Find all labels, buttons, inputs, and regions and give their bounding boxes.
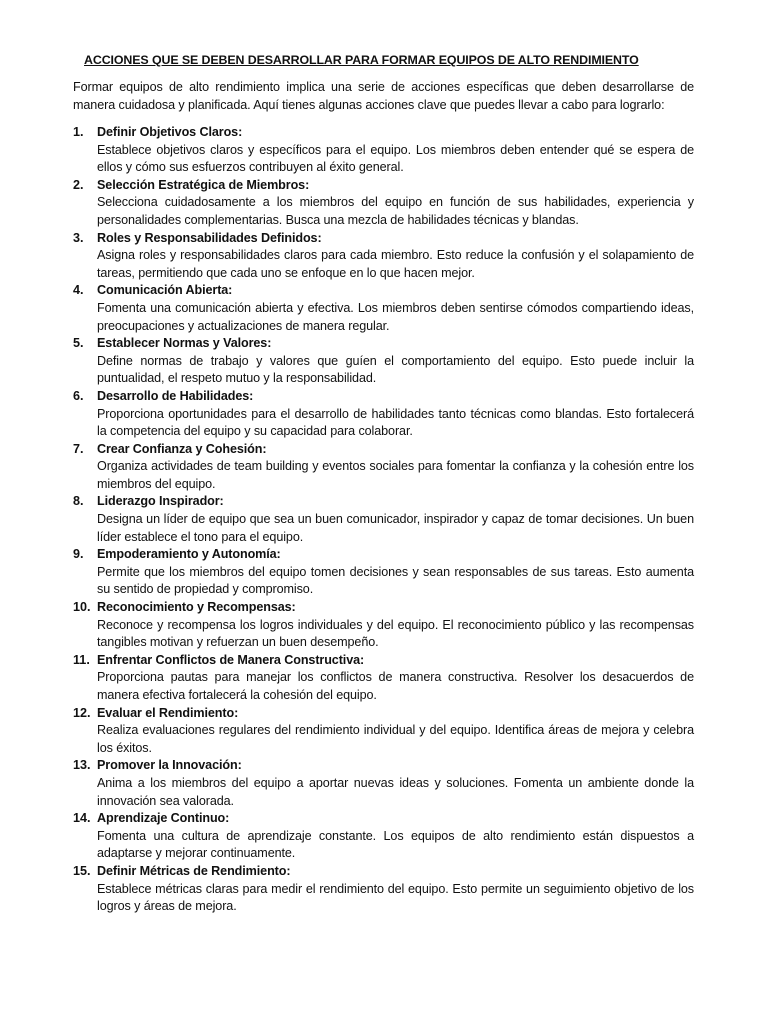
item-description: Proporciona pautas para manejar los conflictos de manera constructiva. Resolver los desacuerdos de manera efectiva fortalecerá la cohesión del equipo. xyxy=(97,670,694,702)
intro-paragraph: Formar equipos de alto rendimiento implica una serie de acciones específicas que deben desarrollarse de manera cuidadosa y planificada. Aquí tienes algunas acciones clave que puedes llevar a cabo para lograrlo: xyxy=(73,80,694,112)
item-description: Realiza evaluaciones regulares del rendimiento individual y del equipo. Identifica áreas de mejora y celebra los éxitos. xyxy=(97,723,694,755)
list-item xyxy=(73,810,694,863)
item-title: Definir Objetivos Claros: xyxy=(97,125,243,139)
item-description: Anima a los miembros del equipo a aportar nuevas ideas y soluciones. Fomenta un ambiente donde la innovación sea valorada. xyxy=(97,775,694,808)
item-description: Fomenta una comunicación abierta y efectiva. Los miembros deben sentirse cómodos compartiendo ideas, preocupaciones y actualizaciones de manera regular. xyxy=(97,300,694,333)
item-description: Permite que los miembros del equipo tomen decisiones y sean responsables de sus tareas. Esto aumenta su sentido de propiedad y compromiso. xyxy=(97,564,694,597)
item-title: Enfrentar Conflictos de Manera Constructiva: xyxy=(97,652,365,667)
item-title: Comunicación Abierta: xyxy=(97,283,233,298)
item-title: Promover la Innovación: xyxy=(97,758,242,773)
list-item xyxy=(73,493,694,546)
item-description: Asigna roles y responsabilidades claros para cada miembro. Esto reduce la confusión y el solapamiento de tareas, permitiendo que cada uno se enfoque en lo que hacen mejor. xyxy=(97,248,694,280)
list-item xyxy=(73,230,694,283)
list-item xyxy=(73,124,694,177)
item-description: Proporciona oportunidades para el desarrollo de habilidades tanto técnicas como blandas. Esto fortalecerá la competencia del equipo y su capacidad para colaborar. xyxy=(97,406,694,439)
item-number: 2. xyxy=(73,177,84,192)
list-item xyxy=(73,388,694,441)
item-number: 6. xyxy=(73,388,84,403)
item-title: Establecer Normas y Valores: xyxy=(97,336,272,351)
document-title: ACCIONES QUE SE DEBEN DESARROLLAR PARA FORMAR EQUIPOS DE ALTO RENDIMIENTO xyxy=(84,53,639,67)
item-number: 14. xyxy=(73,811,91,826)
item-description: Define normas de trabajo y valores que guíen el comportamiento del equipo. Esto puede incluir la puntualidad, el respeto mutuo y la responsabilidad. xyxy=(97,353,694,386)
list-item xyxy=(73,652,694,705)
list-item xyxy=(73,546,694,599)
item-number: 4. xyxy=(73,283,84,298)
item-description: Fomenta una cultura de aprendizaje constante. Los equipos de alto rendimiento están dispuestos a adaptarse y mejorar continuamente. xyxy=(97,828,694,861)
item-number: 8. xyxy=(73,494,84,509)
item-number: 11. xyxy=(73,652,90,667)
item-description: Establece objetivos claros y específicos para el equipo. Los miembros deben entender qué se espera de ellos y cómo sus esfuerzos contribuyen al éxito general. xyxy=(97,142,694,175)
item-title: Selección Estratégica de Miembros: xyxy=(97,177,310,192)
item-title: Reconocimiento y Recompensas: xyxy=(97,600,296,615)
actions-list xyxy=(73,124,694,916)
item-number: 12. xyxy=(73,705,91,720)
item-title: Empoderamiento y Autonomía: xyxy=(97,547,281,562)
list-item xyxy=(73,441,694,494)
item-description: Organiza actividades de team building y eventos sociales para fomentar la confianza y la cohesión entre los miembros del equipo. xyxy=(97,459,694,491)
list-item xyxy=(73,335,694,388)
item-number: 13. xyxy=(73,758,91,773)
list-item xyxy=(73,177,694,230)
list-item xyxy=(73,757,694,810)
item-title: Aprendizaje Continuo: xyxy=(97,811,230,826)
list-item xyxy=(73,705,694,758)
item-title: Desarrollo de Habilidades: xyxy=(97,388,254,403)
item-number: 7. xyxy=(73,441,84,456)
list-item xyxy=(73,599,694,652)
item-number: 9. xyxy=(73,547,84,562)
list-item xyxy=(73,863,694,916)
item-number: 1. xyxy=(73,125,84,139)
item-title: Roles y Responsabilidades Definidos: xyxy=(97,230,322,245)
item-number: 3. xyxy=(73,230,84,245)
item-title: Liderazgo Inspirador: xyxy=(97,494,224,509)
item-title: Evaluar el Rendimiento: xyxy=(97,705,239,720)
item-number: 5. xyxy=(73,336,84,351)
item-number: 10. xyxy=(73,600,91,615)
item-description: Reconoce y recompensa los logros individuales y del equipo. El reconocimiento público y las recompensas tangibles motivan y refuerzan un buen desempeño. xyxy=(97,617,694,650)
item-title: Crear Confianza y Cohesión: xyxy=(97,441,267,456)
item-number: 15. xyxy=(73,863,91,878)
list-item xyxy=(73,282,694,335)
item-description: Establece métricas claras para medir el rendimiento del equipo. Esto permite un seguimiento objetivo de los logros y áreas de mejora. xyxy=(97,881,694,914)
item-title: Definir Métricas de Rendimiento: xyxy=(97,863,291,878)
item-description: Selecciona cuidadosamente a los miembros del equipo en función de sus habilidades, experiencia y personalidades complementarias. Busca una mezcla de habilidades técnicas y blandas. xyxy=(97,195,694,227)
item-description: Designa un líder de equipo que sea un buen comunicador, inspirador y capaz de tomar decisiones. Un buen líder establece el tono para el equipo. xyxy=(97,512,694,544)
